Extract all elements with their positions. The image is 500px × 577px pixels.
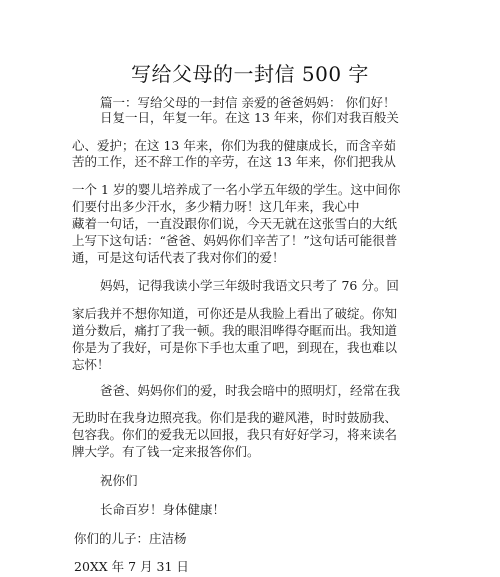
text-line: 家后我并不想你知道，可你还是从我脸上看出了破绽。你知 bbox=[72, 306, 398, 321]
date-line: 20XX 年 7 月 31 日 bbox=[74, 559, 189, 574]
text-line: 牌大学。有了钱一定来报答你们。 bbox=[72, 444, 260, 459]
text-line: 祝你们 bbox=[100, 473, 138, 488]
text-line: 你是为了我好，可是你下手也太重了吧，到现在，我也难以 bbox=[72, 340, 398, 355]
text-line: 篇一：写给父母的一封信 亲爱的爸爸妈妈： 你们好！ bbox=[100, 95, 396, 110]
text-line: 藏着一句话，一直没跟你们说，今天无就在这张雪白的大纸 bbox=[72, 216, 398, 231]
text-line: 一个 1 岁的婴儿培养成了一名小学五年级的学生。这中间你 bbox=[72, 182, 401, 197]
document-title: 写给父母的一封信 500 字 bbox=[131, 62, 369, 86]
text-line: 心、爱护；在这 13 年来，你们为我的健康成长，而含辛茹 bbox=[72, 138, 396, 153]
text-line: 日复一日，年复一年。在这 13 年来，你们对我百般关 bbox=[100, 110, 399, 125]
text-line: 上写下这句话：“爸爸、妈妈你们辛苦了！”这句话可能很普 bbox=[72, 233, 398, 248]
text-line: 长命百岁！身体健康！ bbox=[100, 502, 226, 517]
text-line: 道分数后，痛打了我一顿。我的眼泪哗得夺眶而出。我知道 bbox=[72, 323, 398, 338]
text-line: 苦的工作，还不辞工作的辛劳，在这 13 年来，你们把我从 bbox=[72, 154, 396, 169]
text-line: 通，可是这句话代表了我对你们的爱！ bbox=[72, 250, 285, 265]
text-line: 们要付出多少汗水，多少精力呀！这几年来，我心中 bbox=[72, 199, 360, 214]
text-line: 妈妈，记得我读小学三年级时我语文只考了 76 分。回 bbox=[100, 278, 399, 293]
text-line: 包容我。你们的爱我无以回报，我只有好好学习，将来读名 bbox=[72, 427, 398, 442]
signature-line: 你们的儿子：庄洁杨 bbox=[74, 531, 187, 546]
text-line: 无助时在我身边照亮我。你们是我的避风港，时时鼓励我、 bbox=[72, 410, 398, 425]
text-line: 忘怀！ bbox=[72, 357, 110, 372]
text-line: 爸爸、妈妈你们的爱，时我会暗中的照明灯，经常在我 bbox=[100, 383, 401, 398]
